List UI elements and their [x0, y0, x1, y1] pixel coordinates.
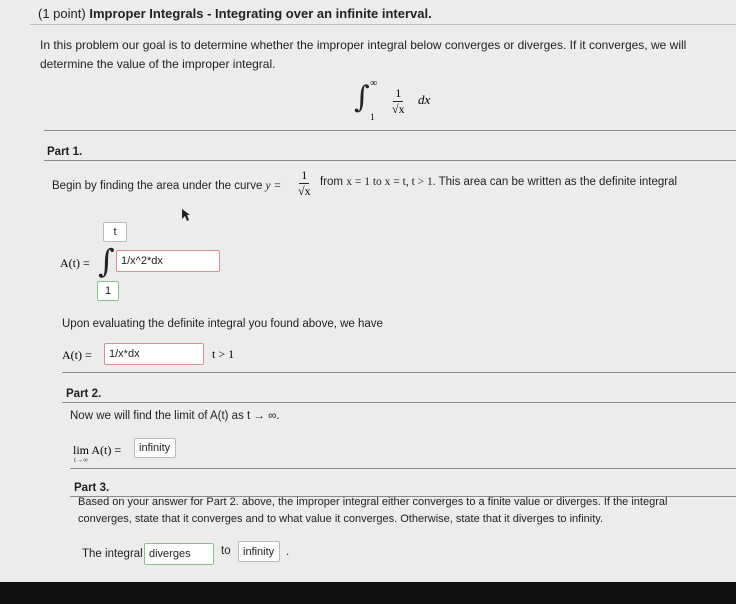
result-condition: t > 1: [212, 347, 235, 361]
part3-text: [78, 494, 667, 528]
converge-diverge-select[interactable]: diverges: [144, 543, 214, 565]
integral-upper: ∞: [370, 78, 378, 89]
part1-text-before: Begin by finding the area under the curve: [52, 180, 266, 192]
part3-suffix: .: [286, 546, 290, 558]
part2-divider: [62, 402, 736, 403]
part3-title: Part 3.: [74, 482, 110, 494]
part2-title: Part 2.: [66, 388, 102, 400]
part3-line-2: converges, state that it converges and to what value it converges. Otherwise, state that it diverges to infinity.: [78, 513, 604, 525]
part1-range-math: x = 1 to x = t, t > 1.: [346, 176, 436, 188]
part2-text: Now we will find the limit of A(t) as t → ∞.: [70, 410, 280, 422]
problem-title: Improper Integrals - Integrating over an infinite interval.: [89, 6, 432, 21]
part3-prefix: The integral: [82, 548, 143, 560]
diverge-to-field[interactable]: infinity: [238, 541, 280, 562]
part3-line-1: Based on your answer for Part 2. above, the improper integral either converges to a finite value or diverges. If the integral: [78, 496, 668, 508]
intro-text: [40, 36, 686, 74]
result-field[interactable]: 1/x*dx: [104, 343, 204, 365]
part1-from: from: [320, 176, 347, 188]
part1-divider: [44, 160, 736, 161]
limit-subscript: t→∞: [74, 456, 88, 464]
mouse-pointer-icon: [181, 208, 191, 222]
divider-3: [70, 468, 736, 469]
problem-header: [38, 6, 432, 21]
integrand-field[interactable]: 1/x^2*dx: [116, 250, 220, 272]
lower-limit-field[interactable]: 1: [97, 281, 119, 301]
limit-label: lim A(t) =: [73, 443, 122, 457]
a-of-t-label: A(t) =: [60, 256, 90, 270]
upper-limit-field[interactable]: t: [103, 222, 127, 242]
part1-frac-num: 1: [301, 168, 308, 182]
header-divider: [30, 24, 736, 25]
integrand-numerator: 1: [395, 86, 402, 100]
integrand-fraction: [392, 86, 405, 117]
part1-title: Part 1.: [47, 146, 83, 158]
integral-lower: 1: [370, 112, 375, 122]
integral-sign: ∫: [354, 80, 370, 115]
intro-line-2: determine the value of the improper integral.: [40, 57, 276, 71]
intro-line-1: In this problem our goal is to determine whether the improper integral below converges or diverges. If it converges, we will: [40, 38, 687, 52]
part1-fraction: [298, 168, 311, 199]
points-label: (1 point): [38, 6, 86, 21]
bottom-bezel: [0, 582, 736, 604]
integral-dx: dx: [418, 92, 431, 107]
evaluate-text: Upon evaluating the definite integral you found above, we have: [62, 318, 383, 330]
part3-to-label: to: [221, 545, 231, 557]
part1-range: [320, 176, 677, 188]
divider-1: [44, 130, 736, 131]
divider-2: [62, 372, 736, 373]
result-label: A(t) =: [62, 348, 92, 362]
integrand-denominator: √x: [392, 102, 405, 116]
part1-frac-den: √x: [298, 184, 311, 198]
part1-y-eq: y =: [265, 180, 282, 192]
part1-instruction: [52, 180, 281, 192]
part1-text-after: This area can be written as the definite integral: [435, 176, 678, 188]
integral-sign-a: ∫: [98, 242, 115, 280]
limit-field[interactable]: infinity: [134, 438, 176, 458]
